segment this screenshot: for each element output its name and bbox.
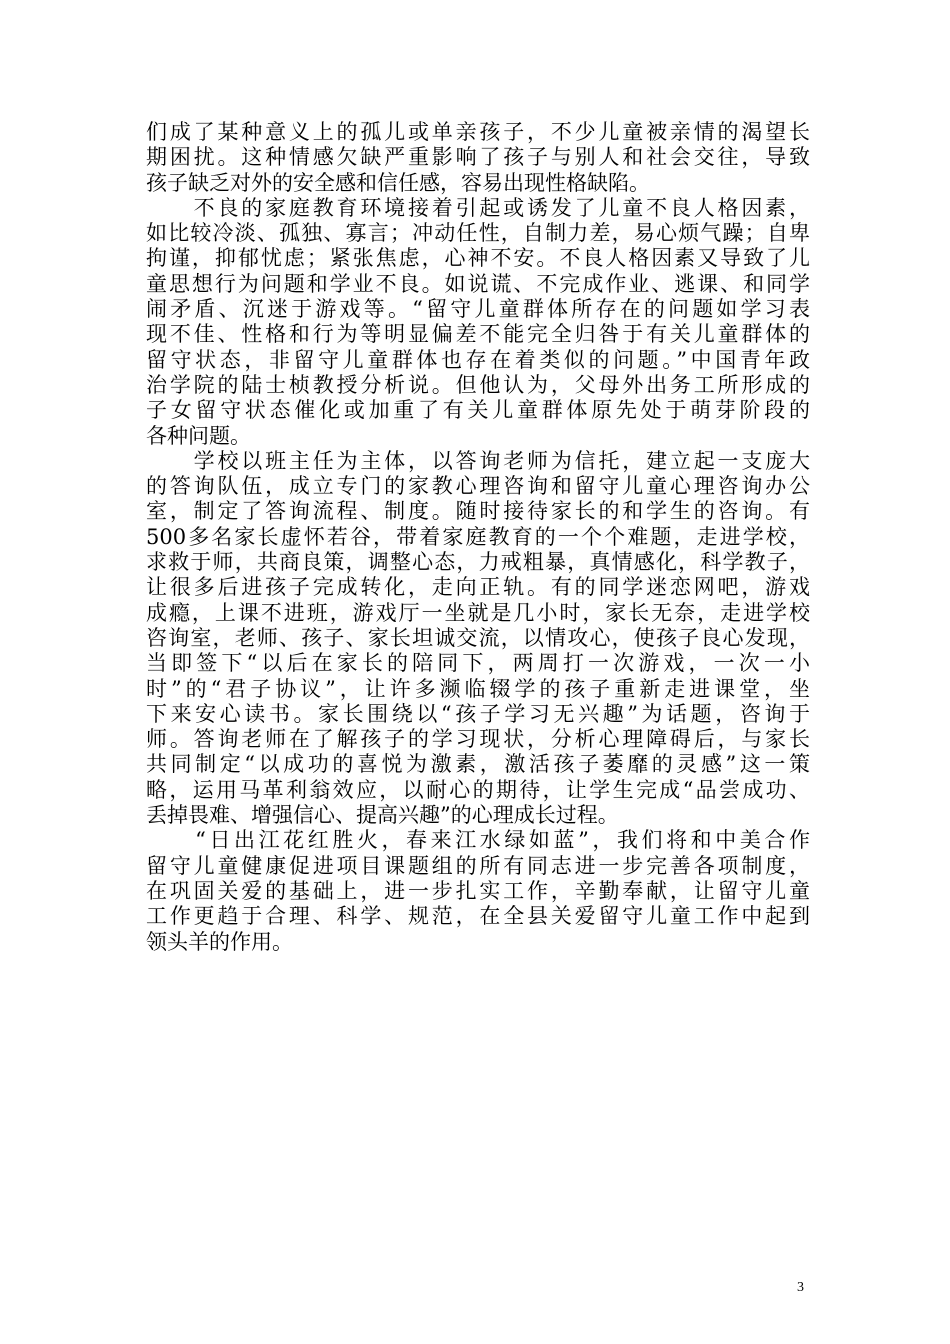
text-line: 室，制定了答询流程、制度。随时接待家长的和学生的咨询。有 [146, 499, 810, 524]
text-line: “日出江花红胜火，春来江水绿如蓝”，我们将和中美合作 [146, 828, 810, 853]
text-line: 略，运用马革利翁效应，以耐心的期待，让学生完成“品尝成功、 [146, 777, 810, 802]
page-number: 3 [797, 1280, 804, 1295]
text-line: 的答询队伍，成立专门的家教心理咨询和留守儿童心理咨询办公 [146, 474, 810, 499]
text-line: 现不佳、性格和行为等明显偏差不能完全归咎于有关儿童群体的 [146, 322, 810, 347]
text-line: 不良的家庭教育环境接着引起或诱发了儿童不良人格因素， [146, 195, 810, 220]
text-line: 留守儿童健康促进项目课题组的所有同志进一步完善各项制度， [146, 853, 810, 878]
text-line: 学校以班主任为主体，以答询老师为信托，建立起一支庞大 [146, 448, 810, 473]
body-text [146, 120, 810, 955]
text-line: 求救于师，共商良策，调整心态，力戒粗暴，真情感化，科学教子， [146, 550, 810, 575]
text-line: 丢掉畏难、增强信心、提高兴趣”的心理成长过程。 [146, 803, 619, 828]
text-line: 让很多后进孩子完成转化，走向正轨。有的同学迷恋网吧，游戏 [146, 575, 810, 600]
text-line: 孩子缺乏对外的安全感和信任感，容易出现性格缺陷。 [146, 170, 650, 195]
text-line: 下来安心读书。家长围绕以“孩子学习无兴趣”为话题，咨询于 [146, 701, 810, 726]
text-line: 期困扰。这种情感欠缺严重影响了孩子与别人和社会交往，导致 [146, 145, 810, 170]
text-line: 留守状态，非留守儿童群体也存在着类似的问题。”中国青年政 [146, 347, 810, 372]
text-line: 在巩固关爱的基础上，进一步扎实工作，辛勤奉献，让留守儿童 [146, 878, 810, 903]
text-line: 童思想行为问题和学业不良。如说谎、不完成作业、逃课、和同学 [146, 271, 810, 296]
text-line: 治学院的陆士桢教授分析说。但他认为，父母外出务工所形成的 [146, 372, 810, 397]
text-line: 时”的“君子协议”，让许多濒临辍学的孩子重新走进课堂，坐 [146, 676, 810, 701]
text-line: 拘谨，抑郁忧虑；紧张焦虑，心神不安。不良人格因素又导致了儿 [146, 246, 810, 271]
text-line: 各种问题。 [146, 423, 251, 448]
text-line: 师。答询老师在了解孩子的学习现状，分析心理障碍后，与家长 [146, 727, 810, 752]
text-line: 共同制定“以成功的喜悦为激素，激活孩子萎靡的灵感”这一策 [146, 752, 810, 777]
text-line: 如比较冷淡、孤独、寡言；冲动任性，自制力差，易心烦气躁；自卑 [146, 221, 810, 246]
text-line: 工作更趋于合理、科学、规范，在全县关爱留守儿童工作中起到 [146, 904, 810, 929]
text-line: 领头羊的作用。 [146, 929, 293, 954]
text-line: 闹矛盾、沉迷于游戏等。“留守儿童群体所存在的问题如学习表 [146, 297, 810, 322]
text-line: 当即签下“以后在家长的陪同下，两周打一次游戏，一次一小 [146, 651, 810, 676]
text-line: 500多名家长虚怀若谷，带着家庭教育的一个个难题，走进学校， [146, 524, 810, 549]
text-line: 子女留守状态催化或加重了有关儿童群体原先处于萌芽阶段的 [146, 398, 810, 423]
text-line: 们成了某种意义上的孤儿或单亲孩子，不少儿童被亲情的渴望长 [146, 120, 810, 144]
text-line: 成瘾，上课不进班，游戏厅一坐就是几小时，家长无奈，走进学校 [146, 600, 810, 625]
text-line: 咨询室，老师、孩子、家长坦诚交流，以情攻心，使孩子良心发现， [146, 625, 810, 650]
